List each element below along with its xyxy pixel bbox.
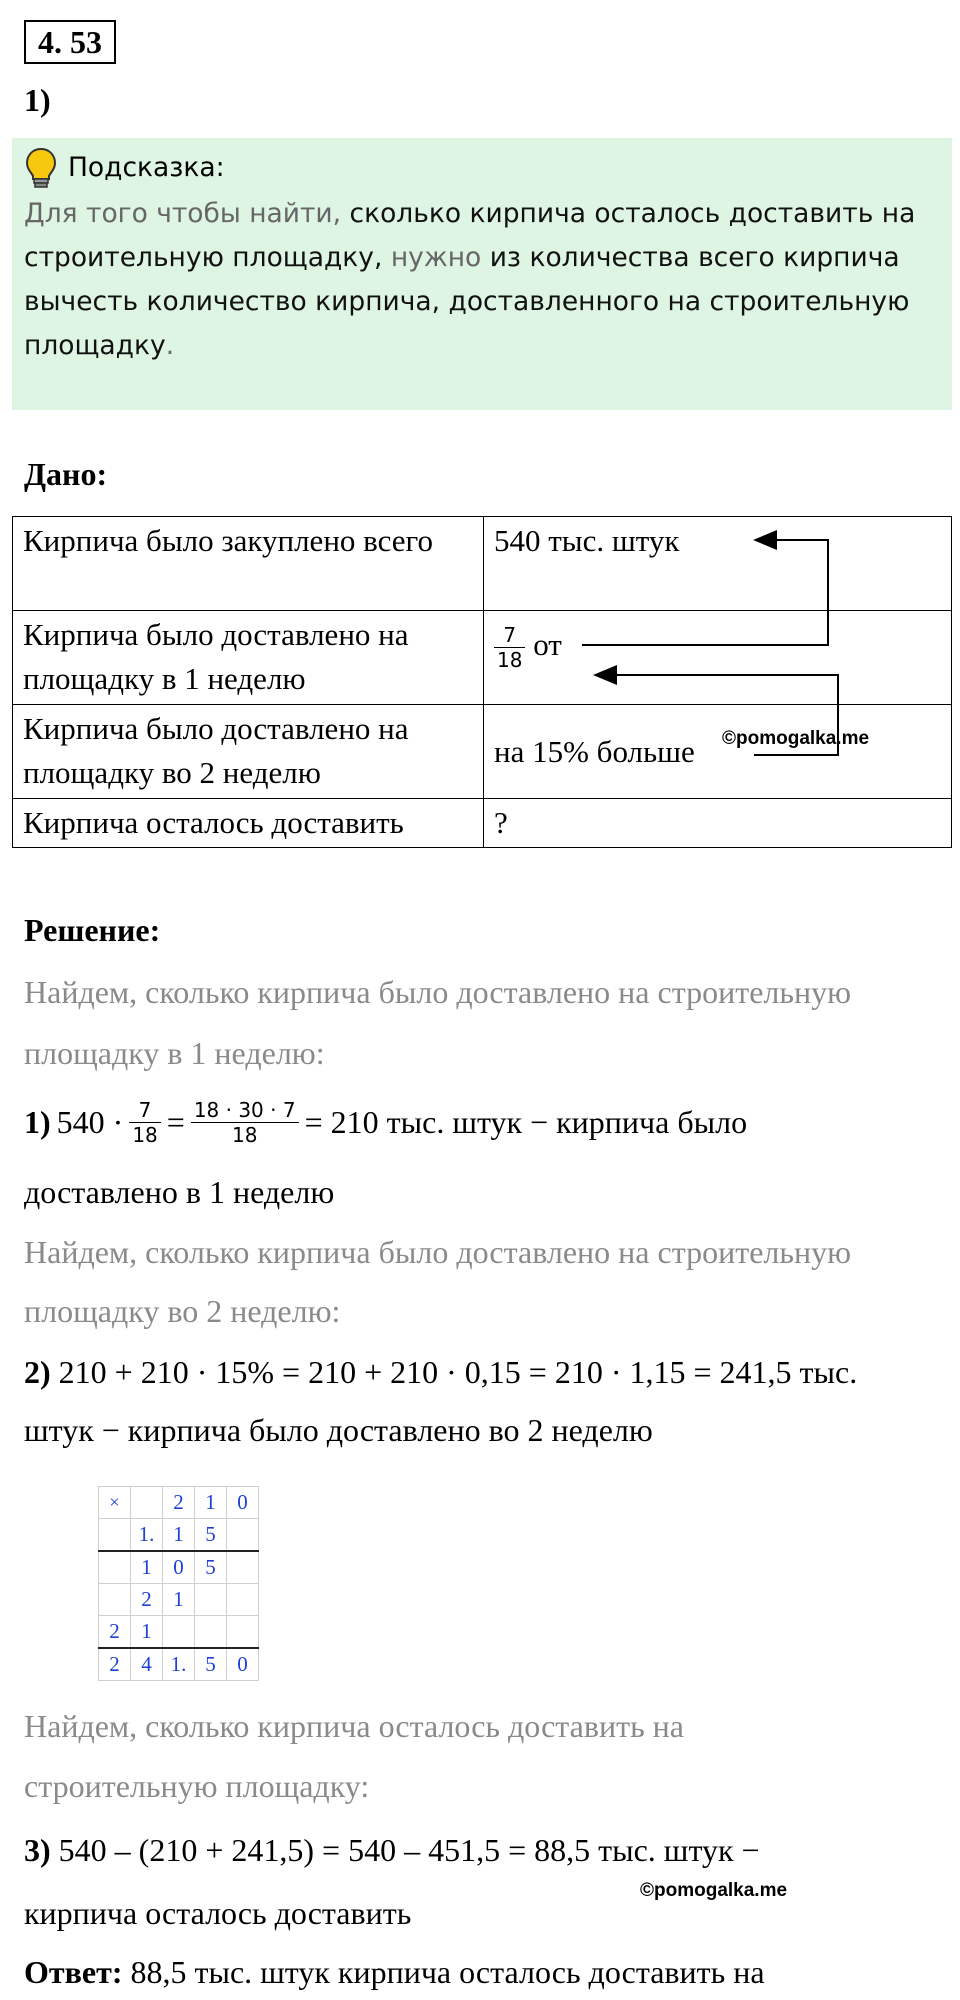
mult-cell [227,1519,259,1552]
task-number: 4. 53 [24,20,116,64]
mult-cell: × [99,1487,131,1519]
mult-cell: 2 [99,1616,131,1649]
mult-cell: 4 [131,1648,163,1681]
step3-expr: 540 – (210 + 241,5) = 540 – 451,5 = 88,5 тыс. штук − [58,1832,760,1868]
mult-row [99,1519,259,1552]
given-value-suffix: от [533,627,562,662]
step1-line [24,1084,747,1160]
mult-cell [195,1584,227,1616]
step-number: 2) [24,1354,51,1390]
hint-text-2: сколько кирпича осталось доставить на строительную площадку, [24,198,916,273]
mult-cell: 2 [163,1487,195,1519]
mult-cell [163,1616,195,1649]
given-value: 540 тыс. штук [484,517,952,611]
mult-cell: 0 [227,1648,259,1681]
mult-cell [99,1584,131,1616]
arrow-to-total [582,540,828,645]
mult-row [99,1648,259,1681]
hint-text-1: Для того чтобы найти, [24,198,350,229]
mult-cell: 5 [195,1551,227,1584]
fraction-denominator: 18 [231,1122,258,1147]
answer-label: Ответ: [24,1954,123,1990]
mult-cell [227,1616,259,1649]
step2-intro-2: площадку во 2 неделю: [24,1293,341,1329]
step1-cont: доставлено в 1 неделю [24,1174,335,1210]
step1-intro: Найдем, сколько кирпича было доставлено на строительную [24,974,851,1010]
step1-intro-2: площадку в 1 неделю: [24,1035,325,1071]
mult-cell [227,1584,259,1616]
step-number: 3) [24,1832,51,1868]
fraction-numerator: 7 [494,623,525,648]
fraction-denominator: 18 [497,648,523,673]
mult-row [99,1584,259,1616]
fraction-denominator: 18 [132,1122,158,1147]
mult-cell [227,1551,259,1584]
given-label: Кирпича было доставлено на площадку в 1 неделю [13,611,484,705]
hint-title: Подсказка: [68,152,225,183]
step2-expr: 210 + 210 · 15% = 210 + 210 · 0,15 = 210 · 1,15 = 241,5 тыс. [58,1354,858,1390]
mult-cell: 1 [163,1519,195,1552]
mult-cell: 0 [227,1487,259,1519]
mult-row [99,1487,259,1519]
given-label: Кирпича осталось доставить [13,799,484,848]
fraction [191,1098,299,1147]
mult-cell: 2 [131,1584,163,1616]
mult-cell: 1 [131,1551,163,1584]
step2-cont: штук − кирпича было доставлено во 2 неделю [24,1412,653,1448]
part-label: 1) [24,82,51,118]
mult-cell [131,1487,163,1519]
step3-intro-2: строительную площадку: [24,1768,370,1804]
step-number: 1) [24,1104,51,1140]
fraction-numerator: 18 · 30 · 7 [191,1098,299,1123]
step1-expr-b: = 210 тыс. штук − кирпича было [304,1104,748,1140]
given-value-text: на 15% больше [494,733,695,769]
given-label: Кирпича было закуплено всего [13,517,484,611]
fraction-numerator: 7 [129,1098,160,1123]
mult-cell [195,1616,227,1649]
solution-heading: Решение: [24,912,161,948]
mult-cell: 2 [99,1648,131,1681]
mult-cell: 0 [163,1551,195,1584]
mult-cell: 1. [163,1648,195,1681]
mult-row [99,1551,259,1584]
column-multiplication [98,1486,259,1681]
mult-cell: 1 [131,1616,163,1649]
given-label: Кирпича было доставлено на площадку во 2 неделю [13,705,484,799]
fraction [129,1098,160,1147]
mult-cell [99,1551,131,1584]
mult-cell: 1. [131,1519,163,1552]
hint-text-5: . [165,330,175,361]
mult-cell [99,1519,131,1552]
mult-cell: 5 [195,1519,227,1552]
hint-text-3: нужно [382,242,490,273]
watermark: ©pomogalka.me [640,1880,788,1901]
mult-cell: 5 [195,1648,227,1681]
mult-cell: 1 [163,1584,195,1616]
answer-text: 88,5 тыс. штук кирпича осталось доставить на [130,1954,765,1990]
watermark: ©pomogalka.me [722,728,870,749]
mult-row [99,1616,259,1649]
answer-line [24,1952,765,1992]
arrow-to-week1 [630,675,838,755]
step2-line [24,1352,857,1392]
reference-arrows [0,0,960,900]
step1-expr-a: 540 · [56,1104,124,1140]
step3-cont: кирпича осталось доставить [24,1895,412,1931]
given-heading: Дано: [24,456,108,492]
step3-intro: Найдем, сколько кирпича осталось доставить на [24,1708,684,1744]
mult-cell: 1 [195,1487,227,1519]
equals-sign: = [166,1104,185,1140]
step2-intro: Найдем, сколько кирпича было доставлено на строительную [24,1234,851,1270]
hint-text-4: из количества всего кирпича вычесть количество кирпича, доставленного на строительную площадку [24,242,910,361]
given-value: ? [484,799,952,848]
step3-line [24,1830,760,1870]
